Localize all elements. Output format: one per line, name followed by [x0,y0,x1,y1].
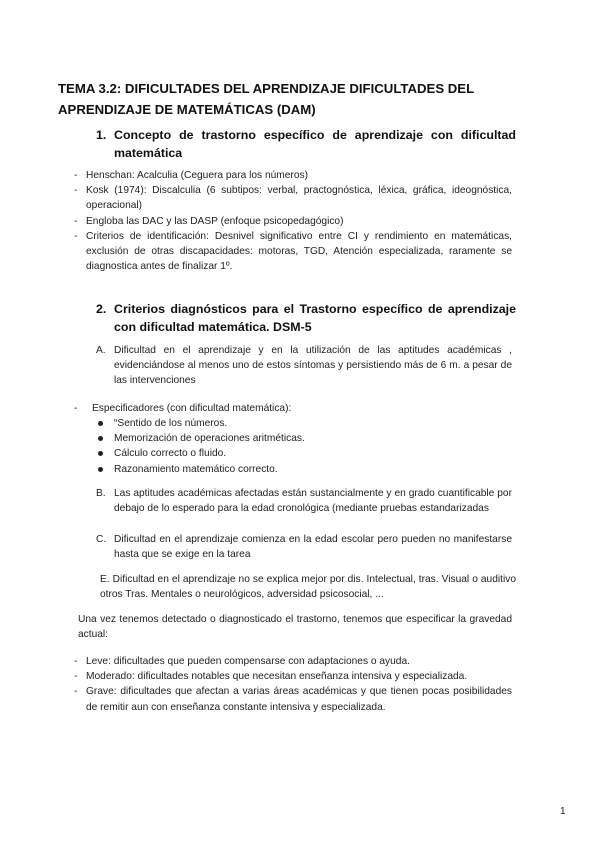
list-item: “Sentido de los números. [96,416,496,431]
list-item: - Henschan: Acalculia (Ceguera para los números) [74,170,308,181]
page-number: 1 [560,806,566,817]
bullet-icon [98,451,103,456]
bullet-icon [98,421,103,426]
bullet-icon [98,436,103,441]
list-item: Memorización de operaciones aritméticas. [96,431,496,446]
section-1-heading [96,126,516,162]
section-1-number: 1. [96,128,107,142]
section-1-list [58,168,512,274]
section-2-number: 2. [96,302,107,316]
list-item: Razonamiento matemático correcto. [96,462,496,477]
criterion-c: C. Dificultad en el aprendizaje comienza en la edad escolar pero pueden no manifestarse hasta que se exige en la tarea [96,534,512,561]
section-2-heading [96,300,516,336]
criterion-e: E. Dificultad en el aprendizaje no se explica mejor por dis. Intelectual, tras. Visual o auditivo otros Tras. Mentales o neurológicos, adversidad psicosocial, ... [100,574,516,601]
list-item: - Criterios de identificación: Desnivel significativo entre CI y rendimiento en matemáticas, exclusión de otras discapacidades: motoras, TGD, Atención especializada, raramente se diagnostica antes de finalizar 1º. [74,230,512,273]
list-item: - Moderado: dificultades notables que necesitan enseñanza intensiva y especializada. [74,671,468,683]
list-item: - Kosk (1974): Discalculia (6 subtipos: verbal, practognóstica, léxica, gráfica, ideognóstica, operacional) [74,185,512,212]
specifiers-heading: - Especificadores (con dificultad matemática): [74,403,292,414]
section-1-title: Concepto de trastorno específico de aprendizaje con dificultad matemática [114,128,516,160]
list-item: Cálculo correcto o fluido. [96,446,496,461]
list-item: - Leve: dificultades que pueden compensarse con adaptaciones o ayuda. [74,656,410,667]
severity-list [58,654,512,715]
bullet-icon [98,467,103,472]
criterion-a: A. Dificultad en el aprendizaje y en la utilización de las aptitudes académicas , evidenciándose al menos uno de estos síntomas y persistiendo más de 6 m. a pesar de las intervenciones [96,345,512,387]
criterion-b: B. Las aptitudes académicas afectadas están sustancialmente y en grado cuantificable por debajo de lo esperado para la edad cronológica (mediante pruebas estandarizadas [96,488,512,515]
section-2-title: Criterios diagnósticos para el Trastorno específico de aprendizaje con dificultad matemática. DSM-5 [114,302,516,334]
list-item: - Grave: dificultades que afectan a varias áreas académicas y que tienen pocas posibilidades de remitir aun con enseñanza constante intensiva y especializada. [74,686,512,713]
severity-intro: Una vez tenemos detectado o diagnosticado el trastorno, tenemos que especificar la gravedad actual: [78,614,512,641]
list-item: - Engloba las DAC y las DASP (enfoque psicopedagógico) [74,215,344,227]
page-title: TEMA 3.2: DIFICULTADES DEL APRENDIZAJE DIFICULTADES DEL APRENDIZAJE DE MATEMÁTICAS (DAM) [58,81,474,117]
specifiers-list [96,416,496,477]
